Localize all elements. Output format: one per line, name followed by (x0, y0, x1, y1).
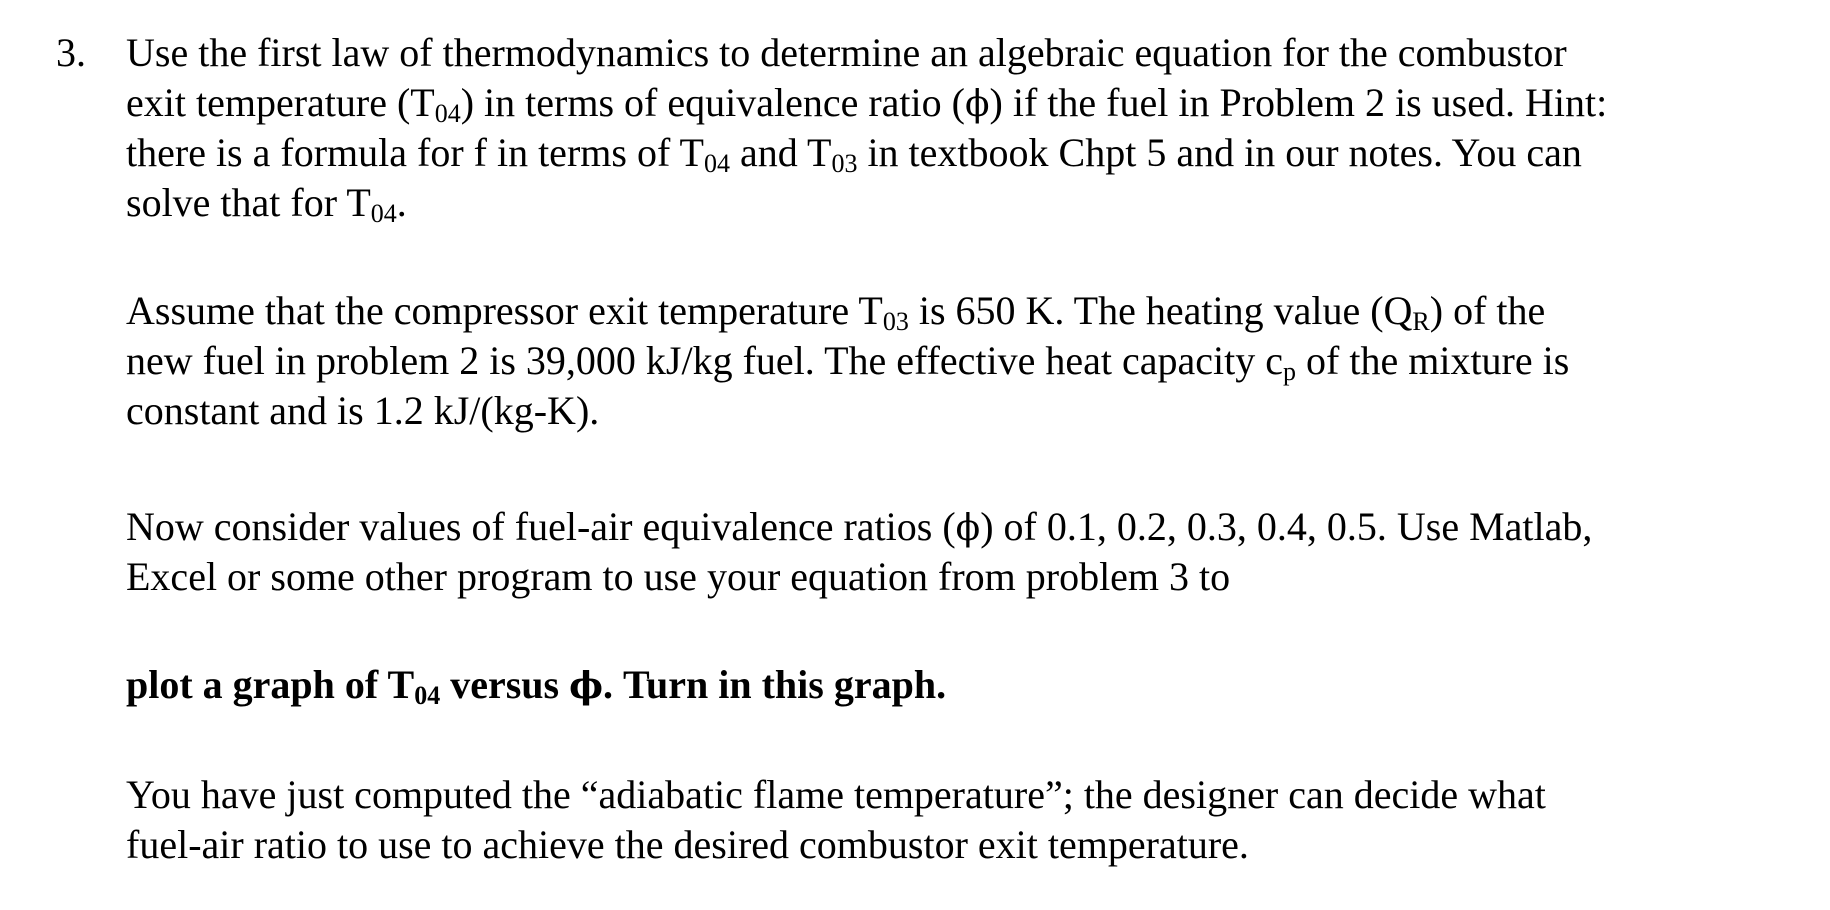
subscript: p (1283, 357, 1297, 386)
text-line: there is a formula for f in terms of $T_{04}$ and $T_{03}$ in textbook Chpt 5 and in our notes. You can (126, 130, 1582, 178)
subscript: 04 (370, 199, 397, 228)
subscript: 03 (882, 307, 909, 336)
paragraph-conclusion (126, 770, 1806, 870)
text-line: Excel or some other program to use your equation from problem 3 to (126, 554, 1231, 599)
problem-number: 3. (56, 30, 86, 75)
phi-symbol: ϕ (964, 84, 990, 125)
paragraph-assumptions (126, 286, 1806, 436)
subscript: 04 (434, 99, 461, 128)
text-line: fuel-air ratio to use to achieve the desired combustor exit temperature. (126, 822, 1249, 867)
text-line: solve that for $T_{04}$. (126, 180, 407, 228)
phi-symbol: ϕ (569, 665, 603, 707)
paragraph-equivalence-ratios (126, 502, 1806, 602)
text-line: new fuel in problem 2 is 39,000 kJ/kg fuel. The effective heat capacity $c_p$ of the mixture is (126, 338, 1570, 386)
paragraph-question (126, 28, 1806, 228)
text-line: Assume that the compressor exit temperature $T_{03}$ is 650 K. The heating value $(Q_R)$ of the (126, 288, 1546, 336)
text-line: exit temperature $(T_{04})$ in terms of equivalence ratio (ϕ) if the fuel in Problem 2 is used. Hint: (126, 80, 1608, 128)
text-line: constant and is 1.2 kJ/(kg-K). (126, 388, 600, 433)
subscript: R (1412, 307, 1430, 336)
phi-symbol: ϕ (955, 508, 981, 549)
text-line: Use the first law of thermodynamics to determine an algebraic equation for the combustor (126, 30, 1567, 75)
problem-body (126, 26, 1806, 870)
text-line: You have just computed the “adiabatic flame temperature”; the designer can decide what (126, 772, 1546, 817)
subscript: 03 (831, 149, 858, 178)
text-line: Now consider values of fuel-air equivalence ratios (ϕ) of 0.1, 0.2, 0.3, 0.4, 0.5. Use Matlab, (126, 504, 1593, 549)
paragraph-instruction-bold (126, 660, 1806, 710)
subscript: 04 (703, 149, 730, 178)
subscript: 04 (414, 681, 441, 710)
text-line: plot a graph of $T_{04}$ versus ϕ. Turn in this graph. (126, 662, 947, 710)
